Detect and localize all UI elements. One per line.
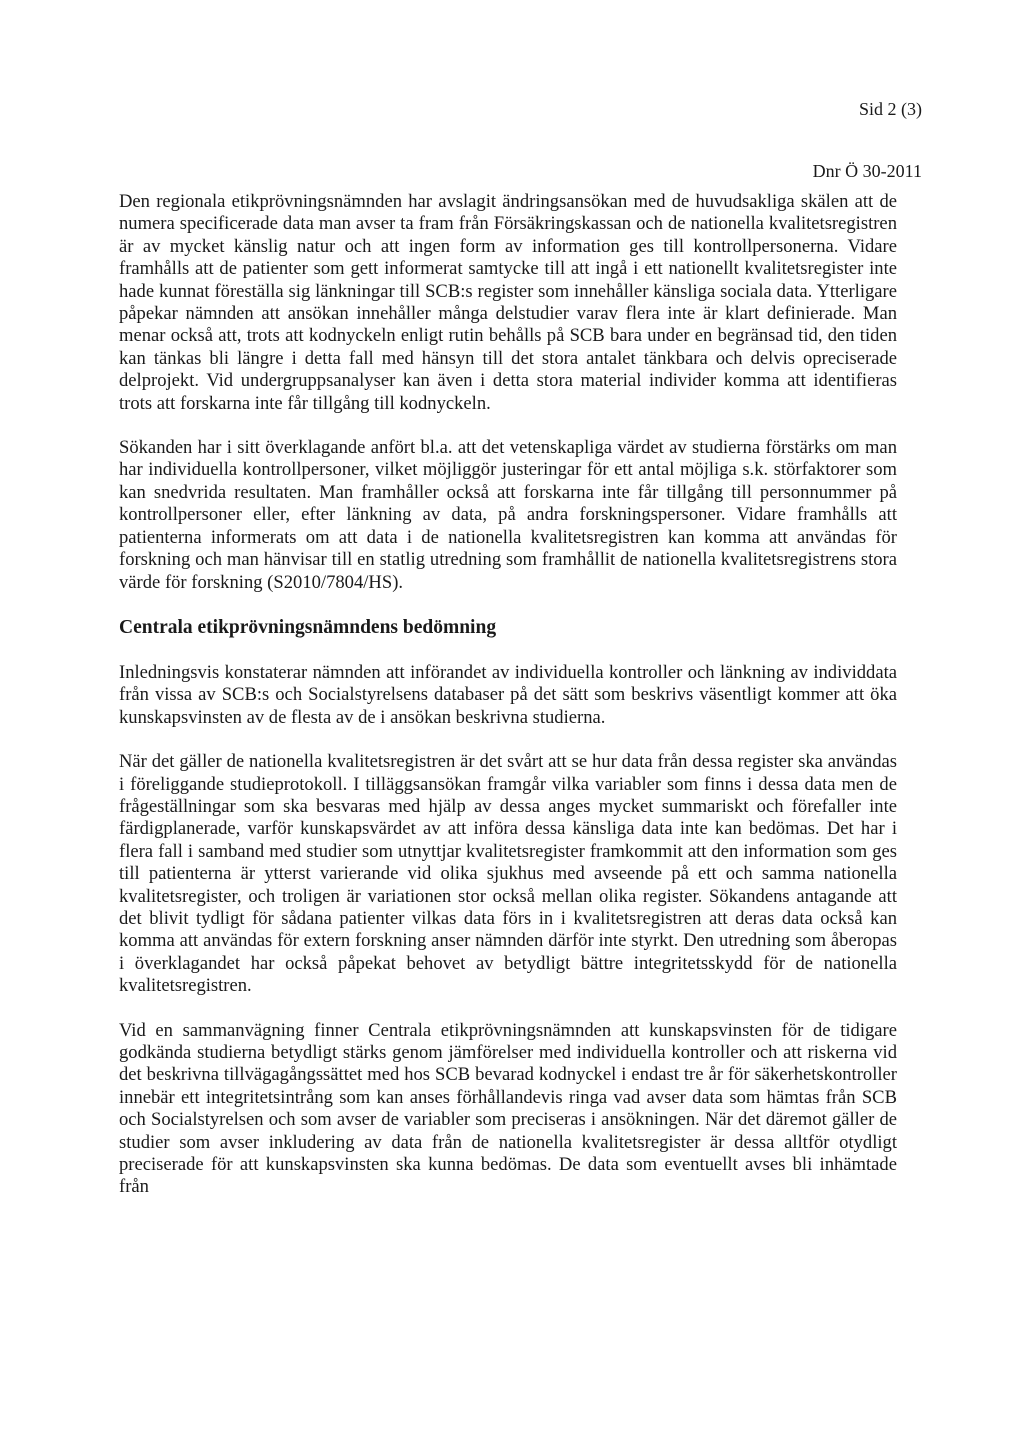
paragraph-regional-decision: Den regionala etikprövningsnämnden har avslagit ändringsansökan med de huvudsakliga skälen att de numera specificerade data man avser ta fram från Försäkringskassan och de nationella kvalitetsregistren är av mycket känslig natur och att ingen form av information ges till kontrollpersonerna. Vidare framhålls att de patienter som gett informerat samtycke till att ingå i ett nationellt kvalitetsregister inte hade kunnat föreställa sig länkningar till SCB:s register som innehåller känsliga sociala data. Ytterligare påpekar nämnden att ansökan innehåller många delstudier varav flera inte är klart definierade. Man menar också att, trots att kodnyckeln enligt rutin behålls på SCB bara under en begränsad tid, den tiden kan tänkas bli längre i detta fall med hänsyn till det stora antalet tänkbara och delvis opreciserade delprojekt. Vid undergruppsanalyser kan även i detta stora material individer komma att identifieras trots att forskarna inte får tillgång till kodnyckeln. xyxy=(119,191,897,414)
case-number: Dnr Ö 30-2011 xyxy=(812,161,922,181)
paragraph-applicant-appeal: Sökanden har i sitt överklagande anfört bl.a. att det vetenskapliga värdet av studierna förstärks om man har individuella kontrollpersoner, vilket möjliggör justeringar för ett antal möjliga s.k. störfaktorer som kan snedvrida resultaten. Man framhåller också att forskarna inte får tillgång till personnummer på kontrollpersoner eller, efter länkning av data, på andra forskningspersoner. Vidare framhålls att patienterna informerats om att data i de nationella kvalitetsregistren kan komma att användas för forskning och man hänvisar till en statlig utredning som framhållit de nationella kvalitetsregistrens stora värde för forskning (S2010/7804/HS). xyxy=(119,437,897,593)
paragraph-overall-assessment: Vid en sammanvägning finner Centrala etikprövningsnämnden att kunskapsvinsten för de tidigare godkända studierna betydligt stärks genom jämförelser med individuella kontroller och att riskerna vid det beskrivna tillvägagångssättet med hos SCB bevarad kodnyckel i endast tre år för säkerhetskontroller innebär ett integritetsintrång som kan anses förhållandevis ringa vad avser data som hämtas från SCB och Socialstyrelsen och som avser de variabler som preciseras i ansökningen. När det däremot gäller de studier som avser inkludering av data från de nationella kvalitetsregister är dessa alltför otydligt preciserade för att kunskapsvinsten ska kunna bedömas. De data som eventuellt avses bli inhämtade från xyxy=(119,1019,897,1198)
paragraph-introduction: Inledningsvis konstaterar nämnden att införandet av individuella kontroller och länkning av individdata från vissa av SCB:s och Socialstyrelsens databaser på det sätt som beskrivs väsentligt kommer att öka kunskapsvinsten av de flesta av de i ansökan beskrivna studierna. xyxy=(119,661,897,728)
page-number: Sid 2 (3) xyxy=(859,99,922,119)
document-body xyxy=(119,191,897,1199)
paragraph-quality-registers: När det gäller de nationella kvalitetsregistren är det svårt att se hur data från dessa register ska användas i föreliggande studieprotokoll. I tilläggsansökan framgår vilka variabler som finns i dessa data men de frågeställningar som ska besvaras med hjälp av dessa anges mycket summariskt och förefaller inte färdigplanerade, varför kunskapsvärdet av att införa dessa känsliga data inte kan bedömas. Det har i flera fall i samband med studier som utnyttjar kvalitetsregister framkommit att den information som ges till patienterna är ytterst varierande vid olika sjukhus med avseende på ett och samma nationella kvalitetsregister, och troligen är variationen stor också mellan olika register. Sökandens antagande att det blivit tydligt för sådana patienter vilkas data förs in i kvalitetsregistren att deras data också kan komma att användas för extern forskning anser nämnden därför inte styrkt. Den utredning som åberopas i överklagandet har också påpekat behovet av betydligt bättre integritetsskydd för de nationella kvalitetsregistren. xyxy=(119,751,897,997)
section-heading: Centrala etikprövningsnämndens bedömning xyxy=(119,616,497,638)
document-page xyxy=(119,0,922,1448)
